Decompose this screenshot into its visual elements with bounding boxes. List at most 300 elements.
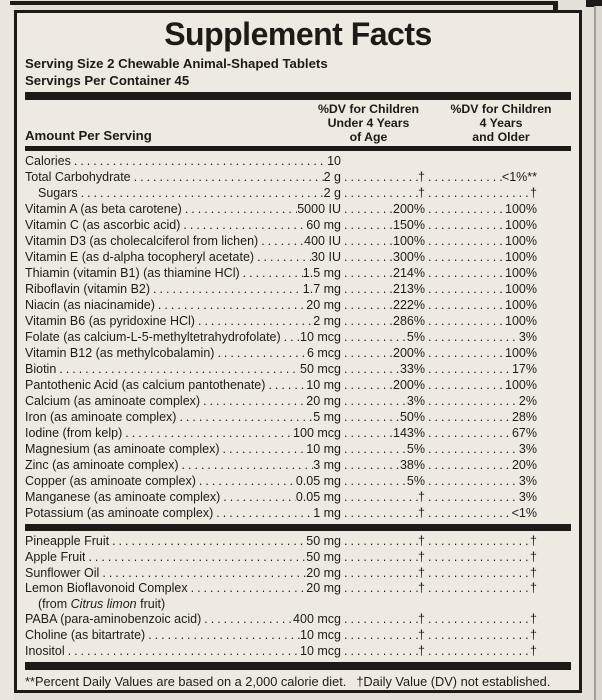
dot-leader bbox=[240, 265, 303, 281]
amount-value: 100 mcg bbox=[293, 426, 341, 441]
dv-4plus-value-text: 100% bbox=[505, 266, 537, 281]
dot-leader bbox=[425, 612, 530, 628]
dv-4plus-value bbox=[425, 550, 571, 566]
amount-value: 50 mg bbox=[306, 534, 341, 549]
dot-leader bbox=[220, 489, 296, 505]
dv-4plus-value-text: 100% bbox=[505, 378, 537, 393]
dot-leader bbox=[341, 612, 418, 628]
dot-leader bbox=[341, 393, 407, 409]
dv-4plus-value-text: 3% bbox=[518, 442, 537, 457]
amount-value: 30 IU bbox=[311, 250, 341, 265]
amount-per-serving-header: Amount Per Serving bbox=[25, 128, 152, 144]
dv-under4-value bbox=[341, 217, 425, 233]
dv-4plus-value-text: 2% bbox=[518, 394, 537, 409]
dv-4plus-value bbox=[425, 489, 571, 505]
dv-under4-value bbox=[341, 550, 425, 566]
dot-leader bbox=[341, 505, 418, 521]
dv-under4-value-text: 100% bbox=[393, 234, 425, 249]
amount-value: 2 mg bbox=[313, 314, 341, 329]
dot-leader bbox=[425, 233, 505, 249]
amount-value: 5000 IU bbox=[297, 202, 341, 217]
nutrient-name: Pantothenic Acid (as calcium pantothenate) bbox=[25, 378, 266, 393]
nutrient-name: Calcium (as aminoate complex) bbox=[25, 394, 201, 409]
dv-4plus-value-text: <1% bbox=[511, 506, 537, 521]
table-row bbox=[25, 329, 571, 345]
dv-4plus-value bbox=[425, 313, 571, 329]
amount-value: 5 mg bbox=[313, 410, 341, 425]
dot-leader bbox=[425, 489, 519, 505]
dot-leader bbox=[341, 581, 418, 597]
dv-under4-value-text: † bbox=[418, 170, 425, 185]
dot-leader bbox=[341, 297, 393, 313]
dv-under4-value-text: † bbox=[418, 643, 425, 658]
table-row bbox=[25, 249, 571, 265]
dv-under4-value-text: 200% bbox=[393, 202, 425, 217]
dot-leader bbox=[176, 409, 313, 425]
dv-4plus-value bbox=[425, 297, 571, 313]
dot-leader bbox=[131, 169, 324, 185]
amount-value: 20 mg bbox=[306, 565, 341, 580]
dv-4plus-value-text: † bbox=[530, 549, 537, 564]
amount-value: 400 IU bbox=[304, 234, 341, 249]
dot-leader bbox=[71, 153, 327, 169]
dv-under4-header-line1: %DV for Children bbox=[317, 102, 420, 116]
dv-under4-value-text: † bbox=[418, 549, 425, 564]
dv-under4-value bbox=[341, 297, 425, 313]
nutrient-name: Lemon Bioflavonoid Complex bbox=[25, 581, 188, 596]
dot-leader bbox=[341, 233, 393, 249]
dot-leader bbox=[109, 534, 306, 550]
dv-under4-value bbox=[341, 581, 425, 597]
table-row bbox=[25, 297, 571, 313]
table-row bbox=[25, 534, 571, 550]
dv-under4-value bbox=[341, 628, 425, 644]
dv-under4-value-text: 3% bbox=[406, 394, 425, 409]
divider-bar-top bbox=[25, 92, 571, 100]
table-row bbox=[25, 441, 571, 457]
dot-leader bbox=[99, 566, 306, 582]
dot-leader bbox=[85, 550, 306, 566]
dot-leader bbox=[341, 281, 393, 297]
dot-leader bbox=[195, 313, 313, 329]
dv-4plus-value-text: † bbox=[530, 627, 537, 642]
dv-4plus-value bbox=[425, 377, 571, 393]
dv-4plus-value-text: † bbox=[530, 534, 537, 549]
dot-leader bbox=[425, 441, 519, 457]
divider-bar-section bbox=[25, 524, 571, 531]
table-row bbox=[25, 281, 571, 297]
dot-leader bbox=[78, 185, 324, 201]
amount-value: 3 mg bbox=[313, 458, 341, 473]
table-row bbox=[25, 473, 571, 489]
dv-under4-value-text: 286% bbox=[393, 314, 425, 329]
dv-under4-value bbox=[341, 169, 425, 185]
table-row bbox=[25, 597, 571, 613]
nutrient-name: Pineapple Fruit bbox=[25, 534, 110, 549]
table-row bbox=[25, 489, 571, 505]
dv-4plus-value-text: 67% bbox=[511, 426, 537, 441]
dot-leader bbox=[341, 425, 393, 441]
dv-4plus-header-line3: and Older bbox=[472, 129, 530, 144]
dot-leader bbox=[180, 217, 306, 233]
table-row bbox=[25, 313, 571, 329]
dv-under4-value-text: 5% bbox=[406, 442, 425, 457]
nutrient-name: Vitamin B6 (as pyridoxine HCl) bbox=[25, 314, 195, 329]
dot-leader bbox=[425, 473, 519, 489]
dv-4plus-value-text: 3% bbox=[518, 330, 537, 345]
dv-under4-value bbox=[341, 345, 425, 361]
dv-under4-value bbox=[341, 534, 425, 550]
dv-4plus-value bbox=[425, 457, 571, 473]
divider-bar-footnote bbox=[25, 662, 571, 670]
dot-leader bbox=[341, 329, 407, 345]
dot-leader bbox=[341, 249, 393, 265]
table-row bbox=[25, 505, 571, 521]
dv-under4-value-text: 150% bbox=[393, 218, 425, 233]
dot-leader bbox=[425, 281, 505, 297]
dv-4plus-value-text: † bbox=[530, 186, 537, 201]
dv-under4-value bbox=[341, 612, 425, 628]
dv-4plus-value bbox=[425, 361, 571, 377]
nutrient-name: Thiamin (vitamin B1) (as thiamine HCl) bbox=[25, 266, 240, 281]
table-row bbox=[25, 201, 571, 217]
nutrient-rows-section-1 bbox=[25, 153, 571, 521]
dot-leader bbox=[254, 249, 311, 265]
dot-leader bbox=[341, 361, 400, 377]
dot-leader bbox=[341, 473, 407, 489]
table-row bbox=[25, 644, 571, 660]
dot-leader bbox=[214, 345, 307, 361]
nutrient-name: Sunflower Oil bbox=[25, 565, 100, 580]
dv-4plus-value bbox=[425, 201, 571, 217]
dot-leader bbox=[65, 644, 300, 660]
dot-leader bbox=[425, 393, 519, 409]
amount-value: 6 mcg bbox=[306, 346, 341, 361]
nutrient-name: Total Carbohydrate bbox=[25, 170, 131, 185]
dv-under4-value-text: † bbox=[418, 534, 425, 549]
amount-value: 20 mg bbox=[306, 581, 341, 596]
dv-under4-value bbox=[341, 489, 425, 505]
nutrient-name: Iron (as aminoate complex) bbox=[25, 410, 177, 425]
dv-4plus-value bbox=[425, 265, 571, 281]
dv-4plus-value bbox=[425, 409, 571, 425]
column-header-row bbox=[25, 100, 571, 144]
dv-under4-value bbox=[341, 393, 425, 409]
dot-leader bbox=[425, 345, 505, 361]
table-row bbox=[25, 377, 571, 393]
dv-under4-value-text: 5% bbox=[406, 330, 425, 345]
servings-per-container-line: Servings Per Container 45 bbox=[25, 72, 190, 88]
amount-value: 10 mcg bbox=[300, 330, 341, 345]
dot-leader bbox=[196, 473, 296, 489]
dot-leader bbox=[425, 628, 530, 644]
dot-leader bbox=[213, 505, 313, 521]
nutrient-name: Potassium (as aminoate complex) bbox=[25, 506, 214, 521]
dv-4plus-value-text: 3% bbox=[518, 474, 537, 489]
dot-leader bbox=[341, 566, 418, 582]
dv-4plus-value bbox=[425, 249, 571, 265]
dv-under4-value-text: † bbox=[418, 490, 425, 505]
dot-leader bbox=[145, 628, 300, 644]
dot-leader bbox=[425, 409, 512, 425]
dv-4plus-value bbox=[425, 581, 571, 597]
amount-value: 1 mg bbox=[313, 506, 341, 521]
table-row bbox=[25, 345, 571, 361]
dot-leader bbox=[188, 581, 307, 597]
amount-value: 10 bbox=[327, 154, 341, 169]
dot-leader bbox=[425, 169, 502, 185]
dot-leader bbox=[341, 217, 393, 233]
dv-4plus-value bbox=[425, 425, 571, 441]
dv-4plus-column-header bbox=[431, 103, 571, 144]
dv-4plus-value bbox=[425, 534, 571, 550]
amount-value: 10 mg bbox=[306, 442, 341, 457]
dv-4plus-value bbox=[425, 628, 571, 644]
dot-leader bbox=[265, 377, 306, 393]
nutrient-name: Niacin (as niacinamide) bbox=[25, 298, 155, 313]
dv-4plus-value-text: † bbox=[530, 612, 537, 627]
footnote-percent-note: **Percent Daily Values are based on a 2,000 calorie diet. bbox=[25, 674, 347, 690]
table-row bbox=[25, 217, 571, 233]
dv-4plus-value-text: 100% bbox=[505, 218, 537, 233]
nutrient-name: Iodine (from kelp) bbox=[25, 426, 123, 441]
dot-leader bbox=[425, 297, 505, 313]
dv-4plus-value-text: 3% bbox=[518, 490, 537, 505]
nutrient-name: Manganese (as aminoate complex) bbox=[25, 490, 221, 505]
nutrient-name: Calories bbox=[25, 154, 71, 169]
dot-leader bbox=[341, 644, 418, 660]
dv-4plus-value bbox=[425, 185, 571, 201]
dot-leader bbox=[341, 185, 418, 201]
table-row bbox=[25, 185, 571, 201]
dv-4plus-value bbox=[425, 393, 571, 409]
amount-value: 10 mcg bbox=[300, 643, 341, 658]
dot-leader bbox=[341, 265, 393, 281]
nutrient-name: Copper (as aminoate complex) bbox=[25, 474, 196, 489]
dv-4plus-value-text: 100% bbox=[505, 202, 537, 217]
dv-under4-value bbox=[341, 457, 425, 473]
upper-panel-border-fragment bbox=[10, 1, 557, 5]
amount-value: 20 mg bbox=[306, 394, 341, 409]
nutrient-name: PABA (para-aminobenzoic acid) bbox=[25, 612, 202, 627]
dot-leader bbox=[341, 550, 418, 566]
nutrient-name: Zinc (as aminoate complex) bbox=[25, 458, 179, 473]
dot-leader bbox=[425, 201, 505, 217]
nutrient-name: Sugars bbox=[38, 186, 78, 201]
dot-leader bbox=[425, 505, 512, 521]
table-row bbox=[25, 233, 571, 249]
table-row bbox=[25, 361, 571, 377]
table-row bbox=[25, 566, 571, 582]
amount-value: 10 mg bbox=[306, 378, 341, 393]
nutrient-name: Vitamin B12 (as methylcobalamin) bbox=[25, 346, 215, 361]
dv-under4-value-text: 214% bbox=[393, 266, 425, 281]
dv-4plus-value-text: 17% bbox=[511, 362, 537, 377]
dv-4plus-value-text: 100% bbox=[505, 298, 537, 313]
dv-under4-value-text: 300% bbox=[393, 250, 425, 265]
dot-leader bbox=[425, 644, 530, 660]
dot-leader bbox=[425, 313, 505, 329]
dv-under4-value-text: 33% bbox=[399, 362, 425, 377]
supplement-facts-panel bbox=[14, 10, 582, 693]
table-row bbox=[25, 425, 571, 441]
dv-4plus-value-text: 20% bbox=[511, 458, 537, 473]
dot-leader bbox=[281, 329, 300, 345]
dot-leader bbox=[122, 425, 293, 441]
dot-leader bbox=[220, 441, 307, 457]
nutrient-name: Choline (as bitartrate) bbox=[25, 627, 146, 642]
dv-under4-value bbox=[341, 313, 425, 329]
dot-leader bbox=[425, 217, 505, 233]
dv-under4-value bbox=[341, 441, 425, 457]
species-name-italic: Citrus limon bbox=[70, 596, 137, 611]
amount-value: 50 mcg bbox=[300, 362, 341, 377]
dot-leader bbox=[425, 425, 512, 441]
dv-under4-column-header bbox=[306, 103, 431, 144]
nutrient-name: Vitamin C (as ascorbic acid) bbox=[25, 218, 181, 233]
dot-leader bbox=[201, 612, 293, 628]
dv-under4-value bbox=[341, 425, 425, 441]
dv-4plus-value bbox=[425, 233, 571, 249]
dv-4plus-value-text: 100% bbox=[505, 250, 537, 265]
nutrient-name: Vitamin D3 (as cholecalciferol from lichen) bbox=[25, 234, 259, 249]
dot-leader bbox=[425, 265, 505, 281]
dv-under4-value bbox=[341, 265, 425, 281]
dv-4plus-value bbox=[425, 473, 571, 489]
dv-4plus-value bbox=[425, 169, 571, 185]
amount-value: 2 g bbox=[323, 170, 341, 185]
dot-leader bbox=[258, 233, 304, 249]
dv-4plus-value-text: 100% bbox=[505, 282, 537, 297]
dv-under4-value bbox=[341, 249, 425, 265]
dv-4plus-value bbox=[425, 644, 571, 660]
dv-4plus-value-text: 28% bbox=[511, 410, 537, 425]
dv-under4-value-text: † bbox=[418, 581, 425, 596]
dv-under4-value bbox=[341, 409, 425, 425]
dv-under4-value-text: 5% bbox=[406, 474, 425, 489]
dv-under4-value bbox=[341, 361, 425, 377]
dv-under4-value-text: † bbox=[418, 186, 425, 201]
dot-leader bbox=[182, 201, 297, 217]
dv-4plus-value-text: † bbox=[530, 643, 537, 658]
nutrient-name: Folate (as calcium-L-5-methyltetrahydrofolate) bbox=[25, 330, 281, 345]
dv-4plus-value bbox=[425, 441, 571, 457]
nutrient-name: Vitamin E (as d-alpha tocopheryl acetate) bbox=[25, 250, 255, 265]
dot-leader bbox=[56, 361, 300, 377]
footnote bbox=[25, 670, 571, 690]
amount-value: 0.05 mg bbox=[295, 490, 341, 505]
dv-under4-value bbox=[341, 329, 425, 345]
dot-leader bbox=[341, 457, 400, 473]
dv-under4-value-text: 143% bbox=[393, 426, 425, 441]
dot-leader bbox=[150, 281, 303, 297]
table-row bbox=[25, 550, 571, 566]
amount-value: 10 mcg bbox=[300, 627, 341, 642]
nutrient-name: Magnesium (as aminoate complex) bbox=[25, 442, 220, 457]
package-left-margin bbox=[0, 0, 14, 700]
dv-4plus-value-text: 100% bbox=[505, 346, 537, 361]
amount-value: 60 mg bbox=[306, 218, 341, 233]
dot-leader bbox=[425, 457, 512, 473]
dot-leader bbox=[179, 457, 314, 473]
dv-under4-header-line3: of Age bbox=[349, 129, 388, 144]
dot-leader bbox=[200, 393, 306, 409]
table-row bbox=[25, 153, 571, 169]
dot-leader bbox=[425, 361, 512, 377]
dv-4plus-value-text: † bbox=[530, 565, 537, 580]
dot-leader bbox=[341, 345, 393, 361]
dv-4plus-value bbox=[425, 505, 571, 521]
dot-leader bbox=[341, 377, 393, 393]
dot-leader bbox=[341, 628, 418, 644]
dot-leader bbox=[341, 201, 393, 217]
dot-leader bbox=[341, 313, 393, 329]
dv-under4-value bbox=[341, 377, 425, 393]
table-row bbox=[25, 265, 571, 281]
dv-under4-value-text: † bbox=[418, 612, 425, 627]
dot-leader bbox=[425, 185, 530, 201]
dv-4plus-value bbox=[425, 345, 571, 361]
dv-4plus-value bbox=[425, 612, 571, 628]
dv-4plus-value bbox=[425, 217, 571, 233]
dv-under4-value bbox=[341, 185, 425, 201]
dv-under4-value-text: 200% bbox=[393, 346, 425, 361]
dv-under4-value-text: 200% bbox=[393, 378, 425, 393]
dot-leader bbox=[425, 377, 505, 393]
dv-4plus-value-text: † bbox=[530, 581, 537, 596]
dot-leader bbox=[425, 550, 530, 566]
nutrient-rows-section-2 bbox=[25, 534, 571, 659]
dot-leader bbox=[425, 249, 505, 265]
dot-leader bbox=[341, 534, 418, 550]
dv-under4-value bbox=[341, 281, 425, 297]
dot-leader bbox=[341, 169, 418, 185]
dot-leader bbox=[425, 566, 530, 582]
table-row bbox=[25, 393, 571, 409]
dv-under4-value-text: 213% bbox=[393, 282, 425, 297]
dv-under4-value bbox=[341, 201, 425, 217]
dv-under4-value-text: 38% bbox=[399, 458, 425, 473]
nutrient-name: (from Citrus limon fruit) bbox=[38, 596, 166, 611]
table-row bbox=[25, 457, 571, 473]
dot-leader bbox=[425, 329, 519, 345]
dv-under4-value bbox=[341, 233, 425, 249]
dv-under4-value-text: 222% bbox=[393, 298, 425, 313]
dv-under4-value bbox=[341, 566, 425, 582]
serving-size-line: Serving Size 2 Chewable Animal-Shaped Tablets bbox=[25, 56, 328, 71]
dv-under4-value-text: 50% bbox=[399, 410, 425, 425]
dv-under4-value bbox=[341, 644, 425, 660]
amount-value: 50 mg bbox=[306, 549, 341, 564]
dv-4plus-value-text: 100% bbox=[505, 314, 537, 329]
panel-title: Supplement Facts bbox=[164, 16, 432, 52]
dv-4plus-value bbox=[425, 281, 571, 297]
divider-bar-header bbox=[25, 146, 571, 151]
dv-under4-value-text: † bbox=[418, 627, 425, 642]
amount-value: 1.5 mg bbox=[302, 266, 341, 281]
dot-leader bbox=[341, 489, 418, 505]
dv-4plus-value-text: <1%** bbox=[501, 170, 537, 185]
dv-4plus-value bbox=[425, 566, 571, 582]
dv-4plus-header-line1: %DV for Children bbox=[450, 102, 552, 116]
dv-4plus-value bbox=[425, 329, 571, 345]
dot-leader bbox=[425, 581, 530, 597]
amount-value: 0.05 mg bbox=[295, 474, 341, 489]
dv-4plus-value-text: 100% bbox=[505, 234, 537, 249]
dv-under4-header-line2: Under 4 Years bbox=[327, 115, 410, 130]
dot-leader bbox=[341, 409, 400, 425]
table-row bbox=[25, 581, 571, 597]
